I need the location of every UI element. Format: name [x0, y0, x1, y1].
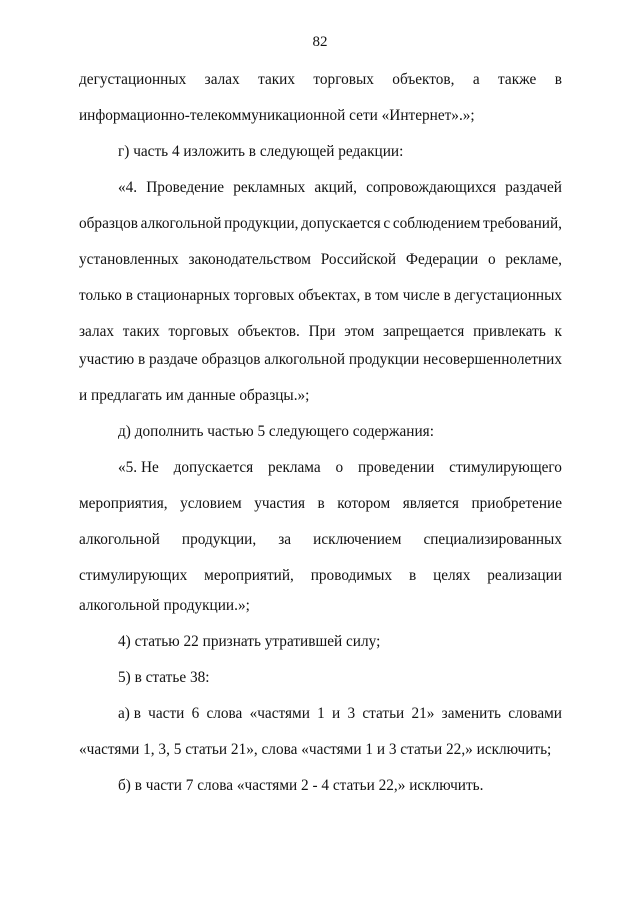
word: участия	[254, 495, 306, 512]
word: также	[498, 71, 537, 88]
word: образцов	[79, 215, 138, 232]
word: таких	[258, 71, 296, 88]
word: о	[335, 459, 344, 476]
word: раздаче	[149, 351, 198, 368]
word: алкогольной	[79, 531, 160, 548]
word: 3	[347, 705, 356, 722]
text-line	[79, 215, 562, 233]
word: объектов,	[392, 71, 455, 88]
word: соблюдением	[392, 215, 481, 232]
word: том	[375, 287, 399, 304]
word: таких	[122, 323, 160, 340]
word: в	[554, 71, 562, 88]
word: заменить	[441, 705, 501, 722]
word: залах	[79, 323, 115, 340]
text-line: информационно-телекоммуникационной сети «Интернет».»;	[79, 107, 475, 124]
word: Проведение	[146, 179, 225, 196]
word: исключением	[313, 531, 402, 548]
word: 6	[191, 705, 200, 722]
word: статьи	[362, 705, 405, 722]
word: целях	[433, 567, 471, 584]
word: «4.	[118, 179, 138, 196]
word: а) в	[118, 705, 141, 722]
word: дегустационных	[454, 287, 562, 304]
word: «5. Не	[118, 459, 159, 476]
word: залах	[204, 71, 240, 88]
word: к	[554, 323, 562, 340]
word: запрещается	[383, 323, 465, 340]
word: алкогольной	[140, 215, 222, 232]
word: стационарных	[136, 287, 231, 304]
word: торговых	[233, 287, 295, 304]
text-line	[118, 705, 562, 723]
word: алкогольной	[264, 351, 346, 368]
word: реализации	[487, 567, 562, 584]
word: установленных	[79, 251, 179, 268]
word: приобретение	[471, 495, 562, 512]
word: реклама	[268, 459, 321, 476]
text-line	[79, 351, 562, 369]
word: требований,	[483, 215, 562, 232]
word: котором	[337, 495, 391, 512]
text-line	[79, 495, 562, 513]
text-line	[118, 459, 562, 477]
word: Российской	[320, 251, 397, 268]
word: в	[317, 495, 325, 512]
word: объектах,	[298, 287, 361, 304]
page-number: 82	[312, 34, 328, 50]
word: только	[79, 287, 122, 304]
word: продукции,	[224, 215, 299, 232]
text-line	[79, 323, 562, 341]
word: словами	[508, 705, 562, 722]
word: При	[308, 323, 336, 340]
text-line: «частями 1, 3, 5 статьи 21», слова «частями 1 и 3 статьи 22,» исключить;	[79, 741, 552, 758]
word: этом	[344, 323, 375, 340]
text-line	[79, 567, 562, 585]
text-line	[79, 71, 562, 89]
word: мероприятия,	[79, 495, 168, 512]
word: в	[443, 287, 451, 304]
text-line	[79, 531, 562, 549]
word: привлекать	[473, 323, 546, 340]
word: «частями	[249, 705, 310, 722]
word: слова	[206, 705, 243, 722]
text-line: б) в части 7 слова «частями 2 - 4 статьи 22,» исключить.	[118, 777, 484, 794]
word: о	[487, 251, 496, 268]
word: а	[472, 71, 480, 88]
word: с	[383, 215, 391, 232]
word: торговых	[313, 71, 374, 88]
text-line: 5) в статье 38:	[118, 669, 210, 686]
word: и	[332, 705, 341, 722]
word: допускается	[301, 215, 381, 232]
word: в	[364, 287, 372, 304]
word: объектов.	[237, 323, 300, 340]
word: рекламных	[233, 179, 306, 196]
word: законодательством	[188, 251, 311, 268]
word: продукции,	[181, 531, 257, 548]
word: акций,	[314, 179, 358, 196]
word: за	[278, 531, 292, 548]
text-line: и предлагать им данные образцы.»;	[79, 387, 310, 404]
word: продукции	[348, 351, 420, 368]
word: рекламе,	[505, 251, 562, 268]
word: участию	[79, 351, 135, 368]
word: проведении	[357, 459, 435, 476]
word: в	[125, 287, 133, 304]
word: торговых	[168, 323, 229, 340]
text-line	[118, 179, 562, 197]
word: 21»	[411, 705, 435, 722]
word: условием	[180, 495, 242, 512]
text-line: 4) статью 22 признать утратившей силу;	[118, 633, 381, 650]
word: проводимых	[310, 567, 393, 584]
word: 1	[317, 705, 325, 722]
word: стимулирующих	[79, 567, 188, 584]
text-line	[79, 251, 562, 269]
word: в	[138, 351, 146, 368]
text-line	[79, 287, 562, 305]
word: числе	[402, 287, 440, 304]
word: раздачей	[505, 179, 562, 196]
word: Федерации	[405, 251, 479, 268]
word: является	[402, 495, 459, 512]
word: сопровождающихся	[366, 179, 497, 196]
text-line: д) дополнить частью 5 следующего содержания:	[118, 423, 434, 440]
word: допускается	[173, 459, 254, 476]
word: мероприятий,	[204, 567, 294, 584]
text-line: г) часть 4 изложить в следующей редакции:	[118, 143, 404, 160]
word: стимулирующего	[449, 459, 562, 476]
word: дегустационных	[79, 71, 187, 88]
word: части	[148, 705, 185, 722]
word: образцов	[201, 351, 261, 368]
word: в	[408, 567, 417, 584]
word: специализированных	[423, 531, 562, 548]
word: несовершеннолетних	[423, 351, 562, 368]
text-line: алкогольной продукции.»;	[79, 597, 250, 614]
